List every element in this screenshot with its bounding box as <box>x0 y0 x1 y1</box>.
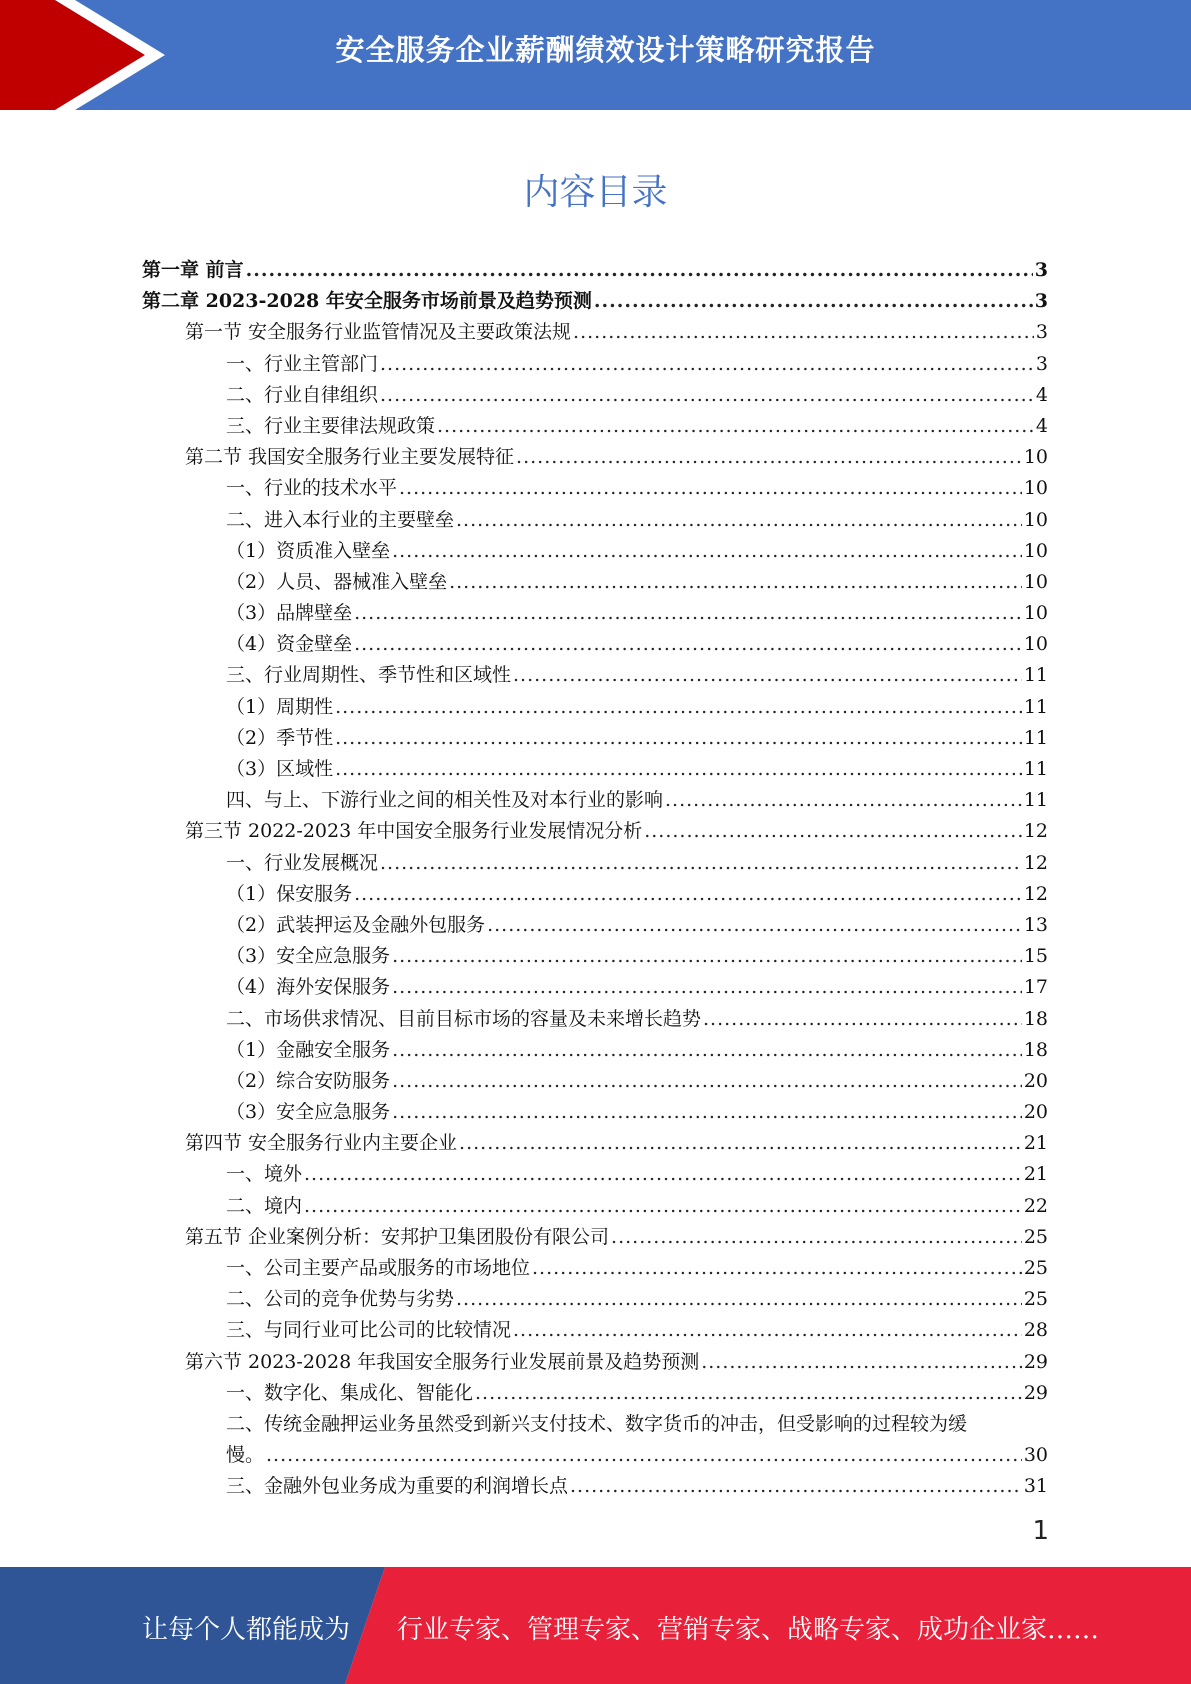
toc-entry-page: 29 <box>1023 1350 1048 1373</box>
toc-entry-page: 20 <box>1023 1069 1048 1092</box>
toc-entry-page: 4 <box>1035 414 1048 437</box>
toc-entry-text: （4）资金壁垒 <box>226 633 353 656</box>
toc-entry[interactable] <box>142 380 1048 411</box>
toc-entry-page: 31 <box>1023 1475 1048 1498</box>
toc-entry-text: 第一章 前言 <box>142 259 244 281</box>
toc-dot-leader <box>266 1440 1022 1471</box>
toc-dot-leader <box>392 536 1022 567</box>
toc-entry-page: 17 <box>1023 976 1048 999</box>
toc-entry[interactable] <box>142 1159 1048 1190</box>
toc-entry-text: 三、行业主要律法规政策 <box>226 414 436 437</box>
toc-entry-text: 四、与上、下游行业之间的相关性及对本行业的影响 <box>226 789 664 812</box>
footer-slogan-right: 行业专家、管理专家、营销专家、战略专家、成功企业家…… <box>397 1615 1100 1645</box>
footer-slogan-left: 让每个人都能成为 <box>142 1615 351 1645</box>
toc-dot-leader <box>665 785 1022 816</box>
toc-entry-page: 25 <box>1023 1225 1048 1248</box>
toc-dot-leader <box>380 848 1022 879</box>
toc-entry-text: 二、进入本行业的主要壁垒 <box>226 508 455 531</box>
toc-entry[interactable] <box>142 505 1048 536</box>
toc-dot-leader <box>392 1066 1022 1097</box>
toc-entry[interactable] <box>142 286 1048 317</box>
toc-dot-leader <box>644 816 1022 847</box>
toc-entry[interactable] <box>142 255 1048 286</box>
toc-dot-leader <box>380 349 1034 380</box>
toc-entry[interactable] <box>142 1222 1048 1253</box>
toc-entry-page: 4 <box>1035 383 1048 406</box>
toc-title: 内容目录 <box>523 172 668 213</box>
toc-entry-text: 第五节 企业案例分析：安邦护卫集团股份有限公司 <box>185 1225 610 1248</box>
toc-entry-text: 二、公司的竞争优势与劣势 <box>226 1288 455 1311</box>
toc-entry-page: 3 <box>1035 321 1048 344</box>
toc-entry[interactable] <box>142 629 1048 660</box>
footer-banner <box>0 1567 1191 1684</box>
toc-entry-page: 10 <box>1023 446 1048 469</box>
toc-entry-page: 11 <box>1023 695 1048 718</box>
toc-entry-page: 10 <box>1023 539 1048 562</box>
toc-dot-leader <box>487 910 1022 941</box>
toc-entry-text: （3）品牌壁垒 <box>226 602 353 625</box>
toc-entry[interactable] <box>142 723 1048 754</box>
header-banner <box>0 0 1191 110</box>
toc-entry[interactable] <box>142 1035 1048 1066</box>
toc-entry-text: 第二节 我国安全服务行业主要发展特征 <box>185 446 515 469</box>
toc-entry-page: 3 <box>1035 352 1048 375</box>
toc-entry-text: 第一节 安全服务行业监管情况及主要政策法规 <box>185 321 572 344</box>
toc-entry[interactable] <box>142 349 1048 380</box>
table-of-contents <box>142 255 1048 1503</box>
toc-dot-leader <box>335 692 1022 723</box>
toc-entry-text: （2）人员、器械准入壁垒 <box>226 570 448 593</box>
toc-entry[interactable] <box>142 1066 1048 1097</box>
toc-dot-leader <box>459 1128 1022 1159</box>
toc-dot-leader <box>392 1035 1022 1066</box>
toc-entry-text: （2）综合安防服务 <box>226 1069 391 1092</box>
toc-dot-leader <box>532 1253 1022 1284</box>
toc-entry[interactable] <box>142 754 1048 785</box>
toc-entry-page: 25 <box>1023 1288 1048 1311</box>
toc-entry[interactable] <box>142 1347 1048 1378</box>
toc-entry-text: 二、传统金融押运业务虽然受到新兴支付技术、数字货币的冲击，但受影响的过程较为缓 <box>226 1412 968 1435</box>
toc-entry[interactable] <box>142 1284 1048 1315</box>
toc-entry-text-continued: 慢。 <box>226 1444 265 1467</box>
toc-entry-text: 三、金融外包业务成为重要的利润增长点 <box>226 1475 569 1498</box>
toc-entry-text: 第四节 安全服务行业内主要企业 <box>185 1132 458 1155</box>
toc-entry-text: 二、市场供求情况、目前目标市场的容量及未来增长趋势 <box>226 1007 702 1030</box>
toc-dot-leader <box>475 1378 1022 1409</box>
toc-entry[interactable] <box>142 816 1048 847</box>
toc-entry-page: 3 <box>1034 290 1048 313</box>
toc-entry-page: 10 <box>1023 477 1048 500</box>
toc-entry[interactable] <box>142 442 1048 473</box>
toc-dot-leader <box>513 660 1022 691</box>
toc-entry-page: 28 <box>1023 1319 1048 1342</box>
toc-entry[interactable] <box>142 1471 1048 1502</box>
toc-dot-leader <box>354 629 1022 660</box>
toc-entry-page: 18 <box>1023 1007 1048 1030</box>
toc-entry-text: （1）金融安全服务 <box>226 1038 391 1061</box>
toc-entry-text: 一、境外 <box>226 1163 303 1186</box>
toc-dot-leader <box>701 1347 1022 1378</box>
toc-entry-text: （1）保安服务 <box>226 882 353 905</box>
page-number: 1 <box>1032 1516 1049 1546</box>
toc-entry-text: 一、公司主要产品或服务的市场地位 <box>226 1257 531 1279</box>
toc-entry-text: （1）资质准入壁垒 <box>226 539 391 562</box>
toc-dot-leader <box>392 941 1022 972</box>
toc-dot-leader <box>594 286 1033 317</box>
toc-entry-text: 一、行业发展概况 <box>226 851 379 874</box>
toc-dot-leader <box>380 380 1034 411</box>
toc-dot-leader <box>573 317 1034 348</box>
toc-entry-page: 21 <box>1023 1163 1048 1186</box>
toc-entry-page: 12 <box>1023 882 1048 905</box>
toc-entry-page: 29 <box>1023 1381 1048 1404</box>
toc-entry-text: 一、行业的技术水平 <box>226 477 398 500</box>
toc-entry-text: 第六节 2023-2028 年我国安全服务行业发展前景及趋势预测 <box>185 1350 700 1373</box>
toc-entry[interactable] <box>142 473 1048 504</box>
toc-entry[interactable] <box>142 910 1048 941</box>
toc-entry[interactable] <box>142 1097 1048 1128</box>
toc-entry-page: 18 <box>1023 1038 1048 1061</box>
toc-entry[interactable] <box>142 317 1048 348</box>
toc-entry-page: 30 <box>1023 1444 1048 1467</box>
toc-dot-leader <box>449 567 1022 598</box>
toc-dot-leader <box>335 754 1022 785</box>
toc-dot-leader <box>354 598 1022 629</box>
toc-entry-page: 11 <box>1023 664 1048 687</box>
report-title: 安全服务企业薪酬绩效设计策略研究报告 <box>335 33 876 67</box>
toc-entry-page: 10 <box>1023 508 1048 531</box>
toc-entry[interactable] <box>142 598 1048 629</box>
toc-entry-text: 二、境内 <box>226 1194 303 1217</box>
toc-dot-leader <box>354 879 1022 910</box>
toc-entry-text: 第三节 2022-2023 年中国安全服务行业发展情况分析 <box>185 820 643 843</box>
toc-entry-text: （3）安全应急服务 <box>226 945 391 968</box>
toc-entry[interactable] <box>142 941 1048 972</box>
toc-entry-text: （3）安全应急服务 <box>226 1101 391 1124</box>
toc-entry[interactable] <box>142 536 1048 567</box>
toc-entry-text: 二、行业自律组织 <box>226 383 379 406</box>
toc-entry-page: 12 <box>1023 820 1048 843</box>
toc-entry-page: 11 <box>1023 789 1048 812</box>
toc-entry-page: 10 <box>1023 602 1048 625</box>
toc-entry[interactable] <box>142 1253 1048 1284</box>
toc-entry-page: 10 <box>1023 570 1048 593</box>
toc-entry[interactable] <box>142 692 1048 723</box>
toc-dot-leader <box>304 1159 1022 1190</box>
toc-entry-text: 三、与同行业可比公司的比较情况 <box>226 1319 512 1342</box>
toc-entry-page: 15 <box>1023 945 1048 968</box>
toc-dot-leader <box>570 1471 1022 1502</box>
toc-dot-leader <box>513 1315 1022 1346</box>
toc-entry[interactable] <box>142 1409 1048 1471</box>
toc-entry-text: （2）季节性 <box>226 726 334 749</box>
toc-dot-leader <box>611 1222 1022 1253</box>
toc-entry[interactable] <box>142 1315 1048 1346</box>
toc-dot-leader <box>246 255 1033 286</box>
toc-entry[interactable] <box>142 1128 1048 1159</box>
toc-entry[interactable] <box>142 660 1048 691</box>
toc-dot-leader <box>437 411 1034 442</box>
toc-entry-text: （2）武装押运及金融外包服务 <box>226 913 486 936</box>
toc-entry[interactable] <box>142 411 1048 442</box>
toc-entry-page: 13 <box>1023 913 1048 936</box>
toc-dot-leader <box>399 473 1022 504</box>
toc-entry-page: 11 <box>1023 726 1048 749</box>
toc-entry[interactable] <box>142 1378 1048 1409</box>
toc-entry-text: （3）区域性 <box>226 758 334 780</box>
toc-entry-page: 3 <box>1034 259 1048 281</box>
toc-entry[interactable] <box>142 785 1048 816</box>
toc-entry-text: （1）周期性 <box>226 695 334 718</box>
toc-dot-leader <box>516 442 1022 473</box>
toc-entry-page: 22 <box>1023 1194 1048 1217</box>
toc-entry[interactable] <box>142 848 1048 879</box>
toc-entry-page: 11 <box>1023 758 1048 780</box>
toc-entry-page: 21 <box>1023 1132 1048 1155</box>
toc-entry-text: 三、行业周期性、季节性和区域性 <box>226 664 512 687</box>
toc-entry-text: 第二章 2023-2028 年安全服务市场前景及趋势预测 <box>142 290 592 313</box>
toc-dot-leader <box>456 1284 1022 1315</box>
toc-entry[interactable] <box>142 567 1048 598</box>
toc-entry-page: 10 <box>1023 633 1048 656</box>
toc-entry-text: 一、数字化、集成化、智能化 <box>226 1381 474 1404</box>
toc-entry[interactable] <box>142 1191 1048 1222</box>
toc-dot-leader <box>335 723 1022 754</box>
toc-entry-page: 25 <box>1023 1257 1048 1279</box>
toc-entry[interactable] <box>142 879 1048 910</box>
toc-dot-leader <box>304 1191 1022 1222</box>
toc-entry[interactable] <box>142 972 1048 1003</box>
toc-entry-text: 一、行业主管部门 <box>226 352 379 375</box>
toc-entry-text: （4）海外安保服务 <box>226 976 391 999</box>
toc-entry[interactable] <box>142 1004 1048 1035</box>
toc-dot-leader <box>392 972 1022 1003</box>
toc-dot-leader <box>392 1097 1022 1128</box>
toc-dot-leader <box>456 505 1022 536</box>
toc-entry-page: 20 <box>1023 1101 1048 1124</box>
toc-dot-leader <box>703 1004 1022 1035</box>
toc-entry-page: 12 <box>1023 851 1048 874</box>
